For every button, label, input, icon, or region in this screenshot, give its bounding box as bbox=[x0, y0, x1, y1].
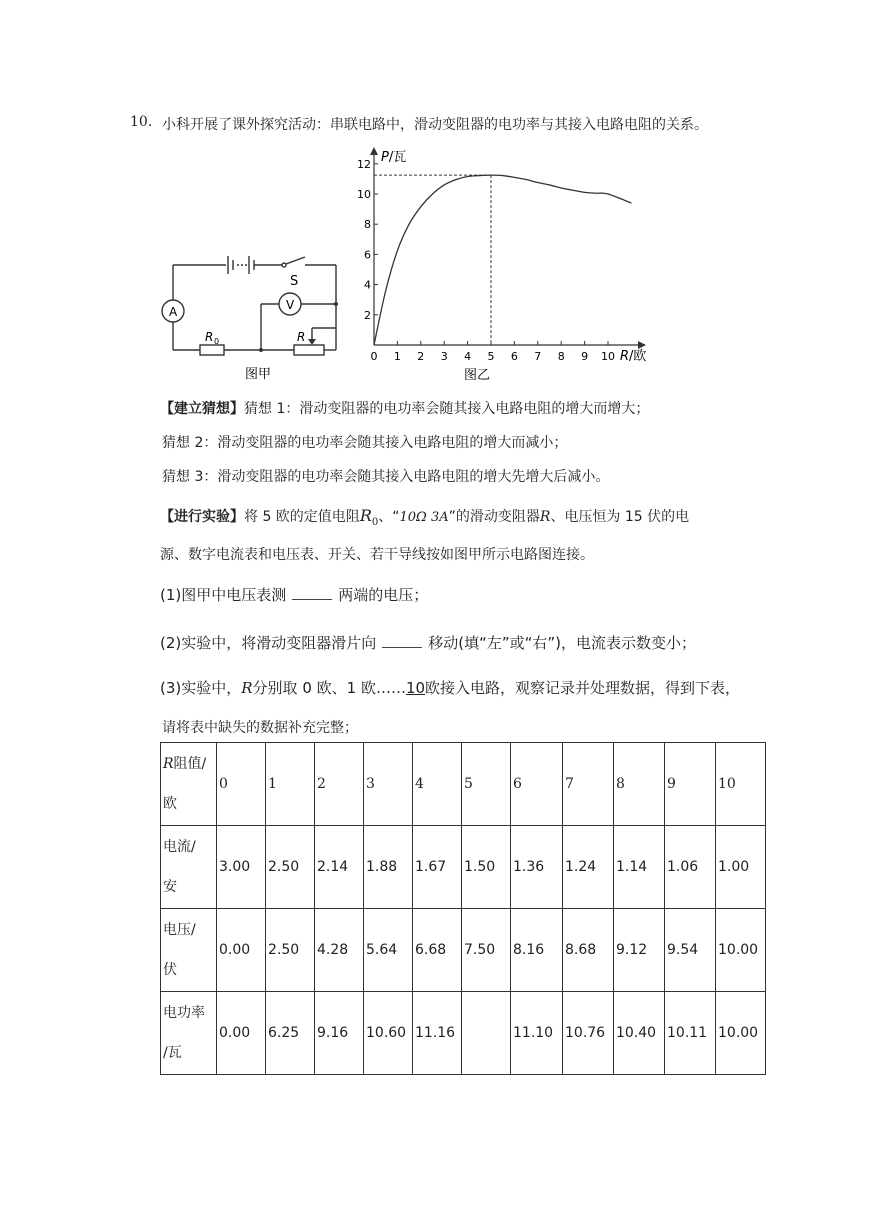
r-label: R bbox=[297, 330, 306, 344]
experiment-line-1 bbox=[160, 506, 689, 528]
row-header-text: 阻值/ bbox=[173, 756, 207, 772]
figure-yi-caption: 图乙 bbox=[464, 368, 491, 383]
table-row bbox=[161, 743, 766, 826]
resistance-cell: 0 bbox=[217, 743, 266, 826]
resistance-cell: 6 bbox=[511, 743, 563, 826]
experiment-text-c: ”的滑动变阻器 bbox=[448, 509, 540, 525]
subquestion-3-d: 欧接入电路，观察记录并处理数据，得到下表， bbox=[425, 679, 741, 697]
experiment-line-2: 源、数字电流表和电压表、开关、若干导线按如图甲所示电路图连接。 bbox=[160, 547, 594, 563]
table-cell: 1.24 bbox=[563, 826, 614, 909]
table-row bbox=[161, 826, 766, 909]
resistance-cell: 3 bbox=[364, 743, 413, 826]
table-cell: 3.00 bbox=[217, 826, 266, 909]
resistance-cell: 2 bbox=[315, 743, 364, 826]
row-header-line-2: 欧 bbox=[163, 796, 177, 812]
hypothesis-3: 猜想 3：滑动变阻器的电功率会随其接入电路电阻的增大先增大后减小。 bbox=[162, 469, 610, 485]
subquestion-1-b: 两端的电压； bbox=[338, 586, 429, 604]
y-tick-label: 4 bbox=[364, 278, 371, 292]
subquestion-3-dots: …… bbox=[375, 679, 406, 697]
table-cell: 6.68 bbox=[413, 909, 462, 992]
table-cell: 10.11 bbox=[665, 992, 716, 1075]
ammeter-label: A bbox=[169, 305, 178, 319]
x-tick-label: 2 bbox=[417, 350, 425, 363]
subquestion-1-a: (1)图甲中电压表测 bbox=[160, 586, 287, 604]
row-header-line-1 bbox=[163, 744, 216, 784]
table-cell: 8.68 bbox=[563, 909, 614, 992]
power-resistance-chart bbox=[340, 145, 670, 385]
r0-label: R bbox=[205, 330, 214, 344]
resistance-cell: 7 bbox=[563, 743, 614, 826]
r0-symbol: R bbox=[359, 506, 372, 525]
row-header bbox=[161, 909, 217, 992]
r0-symbol-sub: 0 bbox=[371, 516, 379, 528]
hypothesis-tag: 【建立猜想】 bbox=[160, 401, 244, 417]
y-tick-label: 8 bbox=[364, 218, 371, 232]
data-table bbox=[160, 742, 766, 1075]
table-cell: 8.16 bbox=[511, 909, 563, 992]
hypothesis-1 bbox=[160, 398, 649, 418]
voltmeter-label: V bbox=[286, 298, 295, 312]
table-cell: 1.36 bbox=[511, 826, 563, 909]
table-row bbox=[161, 992, 766, 1075]
table-cell: 5.64 bbox=[364, 909, 413, 992]
table-cell: 2.50 bbox=[266, 826, 315, 909]
subquestion-3-r: R bbox=[241, 679, 253, 697]
x-tick-label: 0 bbox=[370, 350, 378, 363]
y-tick-label: 10 bbox=[357, 188, 371, 201]
table-cell: 2.14 bbox=[315, 826, 364, 909]
x-tick-label: 7 bbox=[534, 350, 542, 363]
experiment-text-d: 、电压恒为 15 伏的电 bbox=[550, 509, 690, 525]
subquestion-3-c: 10 bbox=[405, 679, 426, 697]
row-header bbox=[161, 992, 217, 1075]
answer-blank-1[interactable] bbox=[292, 587, 332, 600]
experiment-tag: 【进行实验】 bbox=[160, 509, 244, 525]
table-cell: 9.54 bbox=[665, 909, 716, 992]
figure-jia-caption: 图甲 bbox=[245, 367, 272, 382]
hypothesis-2: 猜想 2：滑动变阻器的电功率会随其接入电路电阻的增大而减小； bbox=[162, 435, 568, 451]
table-cell: 10.00 bbox=[716, 992, 766, 1075]
table-cell: 6.25 bbox=[266, 992, 315, 1075]
r0-subscript: 0 bbox=[214, 337, 220, 346]
table-cell: 0.00 bbox=[217, 909, 266, 992]
x-tick-label: 1 bbox=[393, 350, 401, 363]
chart-xlabel: R/欧 bbox=[620, 349, 647, 364]
table-cell: 10.00 bbox=[716, 909, 766, 992]
row-header-symbol: R bbox=[163, 756, 174, 772]
x-tick-label: 3 bbox=[440, 350, 448, 363]
row-header-line-2: 安 bbox=[163, 879, 177, 895]
table-cell: 1.00 bbox=[716, 826, 766, 909]
row-header-line-2: 伏 bbox=[163, 962, 177, 978]
row-header-line-1 bbox=[163, 910, 216, 950]
table-cell: 9.12 bbox=[614, 909, 665, 992]
subquestion-1 bbox=[160, 584, 428, 605]
subquestion-2 bbox=[160, 632, 696, 653]
r-symbol: R bbox=[539, 509, 551, 525]
experiment-text-a: 将 5 欧的定值电阻 bbox=[244, 509, 360, 525]
row-header-text: 电流/ bbox=[163, 839, 196, 855]
resistance-cell: 4 bbox=[413, 743, 462, 826]
resistance-cell: 5 bbox=[462, 743, 511, 826]
table-cell: 11.16 bbox=[413, 992, 462, 1075]
table-cell: 1.67 bbox=[413, 826, 462, 909]
subquestion-3-a: (3)实验中， bbox=[160, 679, 242, 697]
question-intro: 小科开展了课外探究活动：串联电路中，滑动变阻器的电功率与其接入电路电阻的关系。 bbox=[162, 117, 708, 133]
hypothesis-1-text: 猜想 1：滑动变阻器的电功率会随其接入电路电阻的增大而增大； bbox=[244, 401, 650, 417]
x-tick-label: 4 bbox=[464, 350, 472, 363]
y-tick-label: 12 bbox=[357, 157, 371, 171]
row-header-text: 电压/ bbox=[163, 922, 196, 938]
table-cell: 1.88 bbox=[364, 826, 413, 909]
table-cell: 10.76 bbox=[563, 992, 614, 1075]
chart-ylabel: P/瓦 bbox=[381, 150, 407, 165]
table-cell: 2.50 bbox=[266, 909, 315, 992]
x-tick-label: 9 bbox=[581, 350, 589, 363]
subquestion-2-a: (2)实验中，将滑动变阻器滑片向 bbox=[160, 634, 377, 652]
table-cell: 1.14 bbox=[614, 826, 665, 909]
table-cell: 1.50 bbox=[462, 826, 511, 909]
subquestion-3 bbox=[160, 677, 740, 698]
x-tick-label: 10 bbox=[601, 350, 615, 363]
table-cell: 10.60 bbox=[364, 992, 413, 1075]
row-header-line-1 bbox=[163, 993, 216, 1033]
table-cell: 4.28 bbox=[315, 909, 364, 992]
x-tick-label: 6 bbox=[510, 350, 518, 363]
rheostat-spec: 10Ω 3A bbox=[399, 510, 449, 525]
question-number: 10. bbox=[130, 114, 153, 130]
y-tick-label: 2 bbox=[364, 308, 371, 322]
row-header bbox=[161, 826, 217, 909]
table-cell[interactable] bbox=[462, 992, 511, 1075]
resistance-cell: 8 bbox=[614, 743, 665, 826]
subquestion-3-b: 分别取 0 欧、1 欧 bbox=[252, 679, 376, 697]
row-header-line-2: /瓦 bbox=[163, 1045, 182, 1061]
experiment-text-b: 、“ bbox=[378, 509, 400, 525]
table-cell: 9.16 bbox=[315, 992, 364, 1075]
x-tick-label: 5 bbox=[487, 350, 495, 363]
table-cell: 0.00 bbox=[217, 992, 266, 1075]
table-cell: 7.50 bbox=[462, 909, 511, 992]
answer-blank-2[interactable] bbox=[382, 635, 422, 648]
table-cell: 11.10 bbox=[511, 992, 563, 1075]
y-tick-label: 6 bbox=[364, 248, 371, 262]
x-tick-label: 8 bbox=[557, 350, 565, 363]
row-header-text: 电功率 bbox=[163, 1005, 205, 1021]
row-header bbox=[161, 743, 217, 826]
resistance-cell: 1 bbox=[266, 743, 315, 826]
table-cell: 1.06 bbox=[665, 826, 716, 909]
resistance-cell: 9 bbox=[665, 743, 716, 826]
circuit-diagram bbox=[160, 240, 350, 385]
subquestion-3-line-2: 请将表中缺失的数据补充完整； bbox=[162, 720, 358, 736]
resistance-cell: 10 bbox=[716, 743, 766, 826]
table-cell: 10.40 bbox=[614, 992, 665, 1075]
subquestion-2-b: 移动(填“左”或“右”)，电流表示数变小； bbox=[428, 634, 697, 652]
row-header-line-1 bbox=[163, 827, 216, 867]
power-curve bbox=[374, 175, 631, 345]
switch-label: S bbox=[290, 274, 299, 289]
table-row bbox=[161, 909, 766, 992]
